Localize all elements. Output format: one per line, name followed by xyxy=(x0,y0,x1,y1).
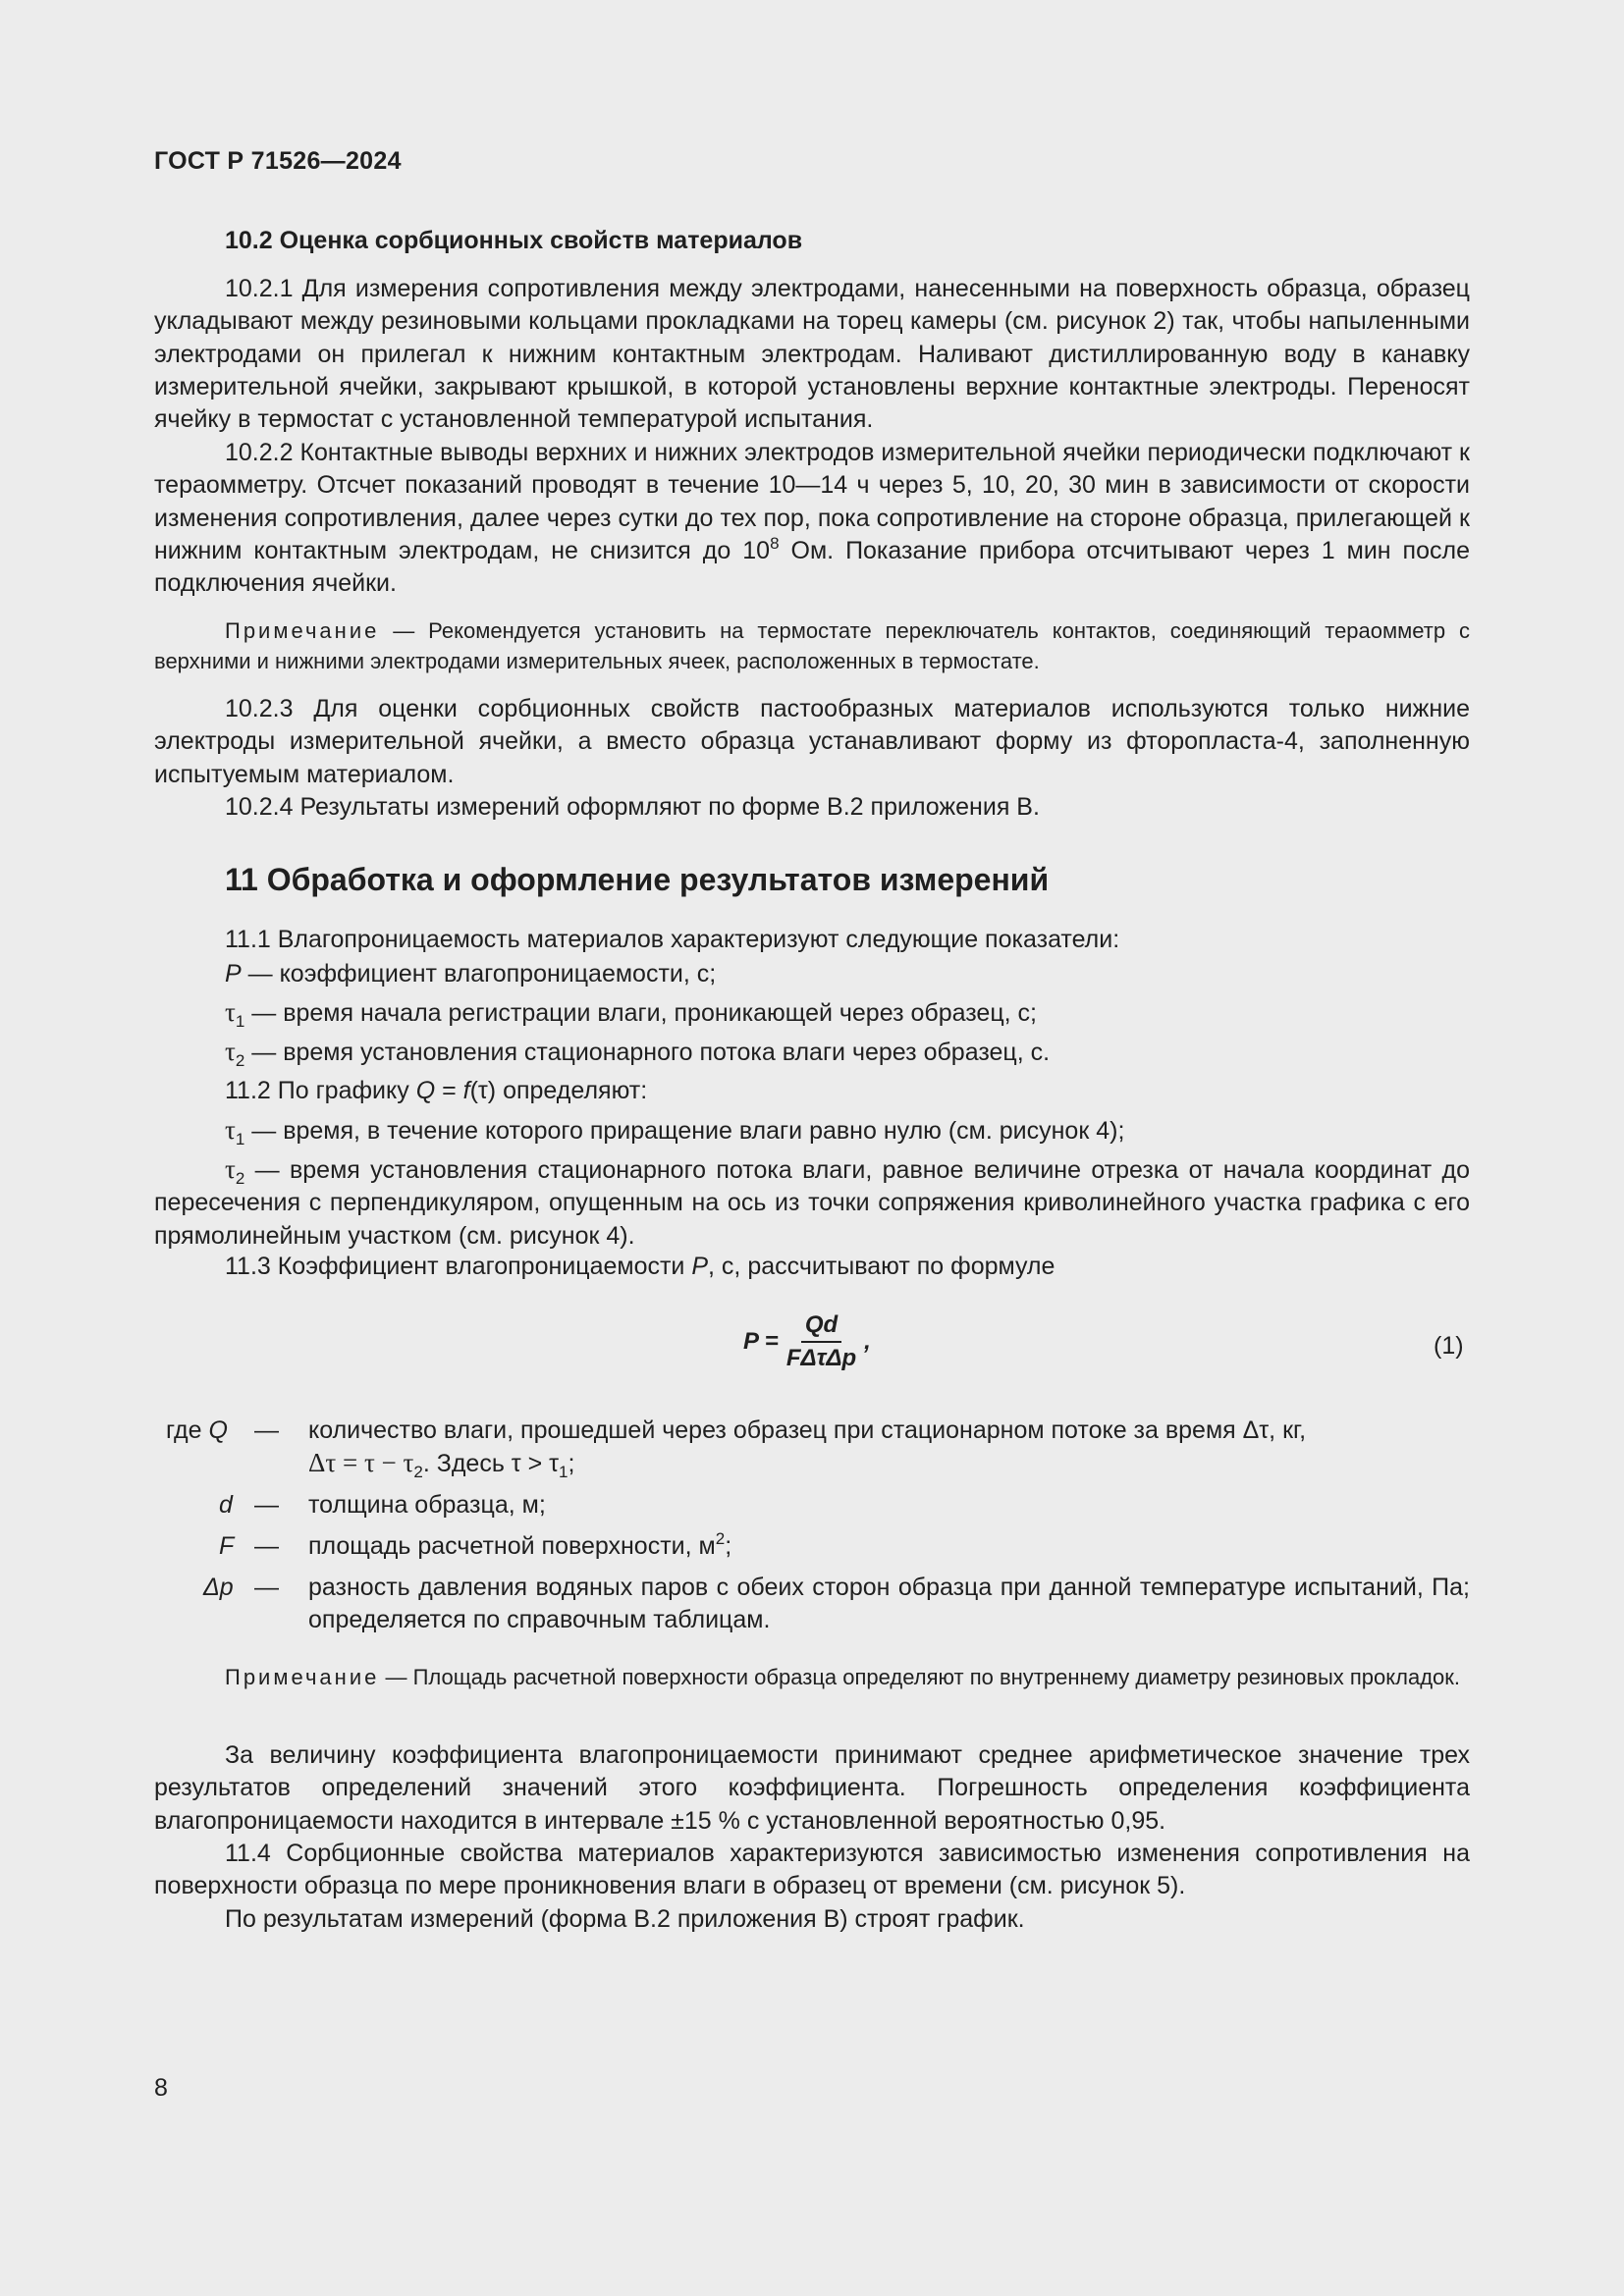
document-header: ГОСТ Р 71526—2024 xyxy=(154,147,402,175)
formula-lhs: P = xyxy=(743,1328,779,1355)
note-11-3: Примечание — Площадь расчетной поверхности образца определяют по внутреннему диаметру резиновых прокладок. xyxy=(225,1665,1461,1689)
where-dash: — xyxy=(254,1491,279,1519)
note-10-2: Примечание — Рекомендуется установить на термостате переключатель контактов, соединяющий тераомметр с верхними и нижними электродами измерительных ячеек, расположенных в термостате. xyxy=(154,618,1470,673)
note-label: Примечание xyxy=(225,618,380,643)
paragraph-11-1: 11.1 Влагопроницаемость материалов характеризуют следующие показатели: xyxy=(225,926,1120,953)
formula-numerator: Qd xyxy=(801,1311,841,1343)
where-dp-symbol: Δp xyxy=(203,1574,234,1601)
where-list xyxy=(154,1415,1470,1636)
paragraph-11-4: 11.4 Сорбционные свойства материалов характеризуются зависимостью изменения сопротивления на поверхности образца по мере проникновения влаги в образец от времени (см. рисунок 5). xyxy=(154,1840,1470,1900)
where-dash: — xyxy=(254,1574,279,1601)
def-tau2-graph: $\tau_2$ — время установления стационарного потока влаги, равное величине отрезка от начала координат до пересечения с перпендикуляром, опущенным на ось из точки сопряжения криволинейного участка графика с его прямолинейным участком (см. рисунок 4). xyxy=(154,1154,1470,1250)
paragraph-10-2-4: 10.2.4 Результаты измерений оформляют по форме В.2 приложения В. xyxy=(225,793,1040,821)
paragraph-10-2-2: 10.2.2 Контактные выводы верхних и нижних электродов измерительной ячейки периодически подключают к тераомметру. Отсчет показаний проводят в течение 10—14 ч через 5, 10, 20, 30 мин в зависимости от скорости изменения сопротивления, далее через сутки до тех пор, пока сопротивление на стороне образца, прилегающей к нижним контактным электродам, не снизится до $10^8$ Ом. Показание прибора отсчитывают через 1 мин после подключения ячейки. xyxy=(154,439,1470,598)
where-dash: — xyxy=(254,1416,279,1444)
formula-1 xyxy=(743,1311,871,1372)
paragraph-11-3: 11.3 Коэффициент влагопроницаемости P, с, рассчитывают по формуле xyxy=(225,1253,1056,1280)
note-label: Примечание xyxy=(225,1665,380,1689)
where-d-symbol: d xyxy=(219,1491,233,1519)
where-item-dp: Δp — разность давления водяных паров с обеих сторон образца при данной температуре испытаний, Па; определяется по справочным таблицам. xyxy=(203,1574,1470,1633)
where-Q-symbol: где Q xyxy=(166,1416,228,1444)
where-item-Q: где Q — количество влаги, прошедшей через образец при стационарном потоке за время Δτ, кг, $\Delta\tau = \tau - \tau_2$. Здесь $\tau > \tau_1$; xyxy=(166,1416,1307,1481)
formula-fraction xyxy=(783,1311,860,1372)
where-item-d: d — толщина образца, м; xyxy=(154,1489,1470,1522)
page-number: 8 xyxy=(154,2074,168,2102)
where-item-F: F — площадь расчетной поверхности, $м^2$; xyxy=(154,1530,1470,1563)
def-tau1-graph: $\tau_1$ — время, в течение которого приращение влаги равно нулю (см. рисунок 4); xyxy=(225,1115,1125,1148)
section-title-10-2: 10.2 Оценка сорбционных свойств материалов xyxy=(225,227,803,254)
paragraph-average: За величину коэффициента влагопроницаемости принимают среднее арифметическое значение трех результатов определений значений этого коэффициента. Погрешность определения коэффициента влагопроницаемости находится в интервале ±15 % с установленной вероятностью 0,95. xyxy=(154,1741,1470,1835)
where-dash: — xyxy=(254,1532,279,1560)
formula-comma: , xyxy=(864,1328,871,1355)
equation-number: (1) xyxy=(1434,1332,1464,1360)
where-F-symbol: F xyxy=(219,1532,235,1560)
paragraph-10-2-3: 10.2.3 Для оценки сорбционных свойств пастообразных материалов используются только нижние электроды измерительной ячейки, а вместо образца устанавливают форму из фторопласта-4, заполненную испытуемым материалом. xyxy=(154,695,1470,788)
paragraph-plot: По результатам измерений (форма В.2 приложения В) строят график. xyxy=(225,1905,1025,1933)
def-P: P — коэффициент влагопроницаемости, с; xyxy=(225,960,717,988)
section-title-11: 11 Обработка и оформление результатов измерений xyxy=(225,862,1050,897)
def-tau2: $\tau_2$ — время установления стационарного потока влаги через образец, с. xyxy=(225,1037,1051,1070)
def-tau1: $\tau_1$ — время начала регистрации влаги, проникающей через образец, с; xyxy=(225,997,1037,1031)
paragraph-11-2: 11.2 По графику Q = f(τ) определяют: xyxy=(225,1077,648,1104)
paragraph-10-2-1: 10.2.1 Для измерения сопротивления между электродами, нанесенными на поверхность образца, образец укладывают между резиновыми кольцами прокладками на торец камеры (см. рисунок 2) так, чтобы напыленными электродами он прилегал к нижним контактным электродам. Наливают дистиллированную воду в канавку измерительной ячейки, закрывают крышкой, в которой установлены верхние контактные электроды. Переносят ячейку в термостат с установленной температурой испытания. xyxy=(154,275,1470,434)
formula-denominator: FΔτΔp xyxy=(785,1345,857,1371)
